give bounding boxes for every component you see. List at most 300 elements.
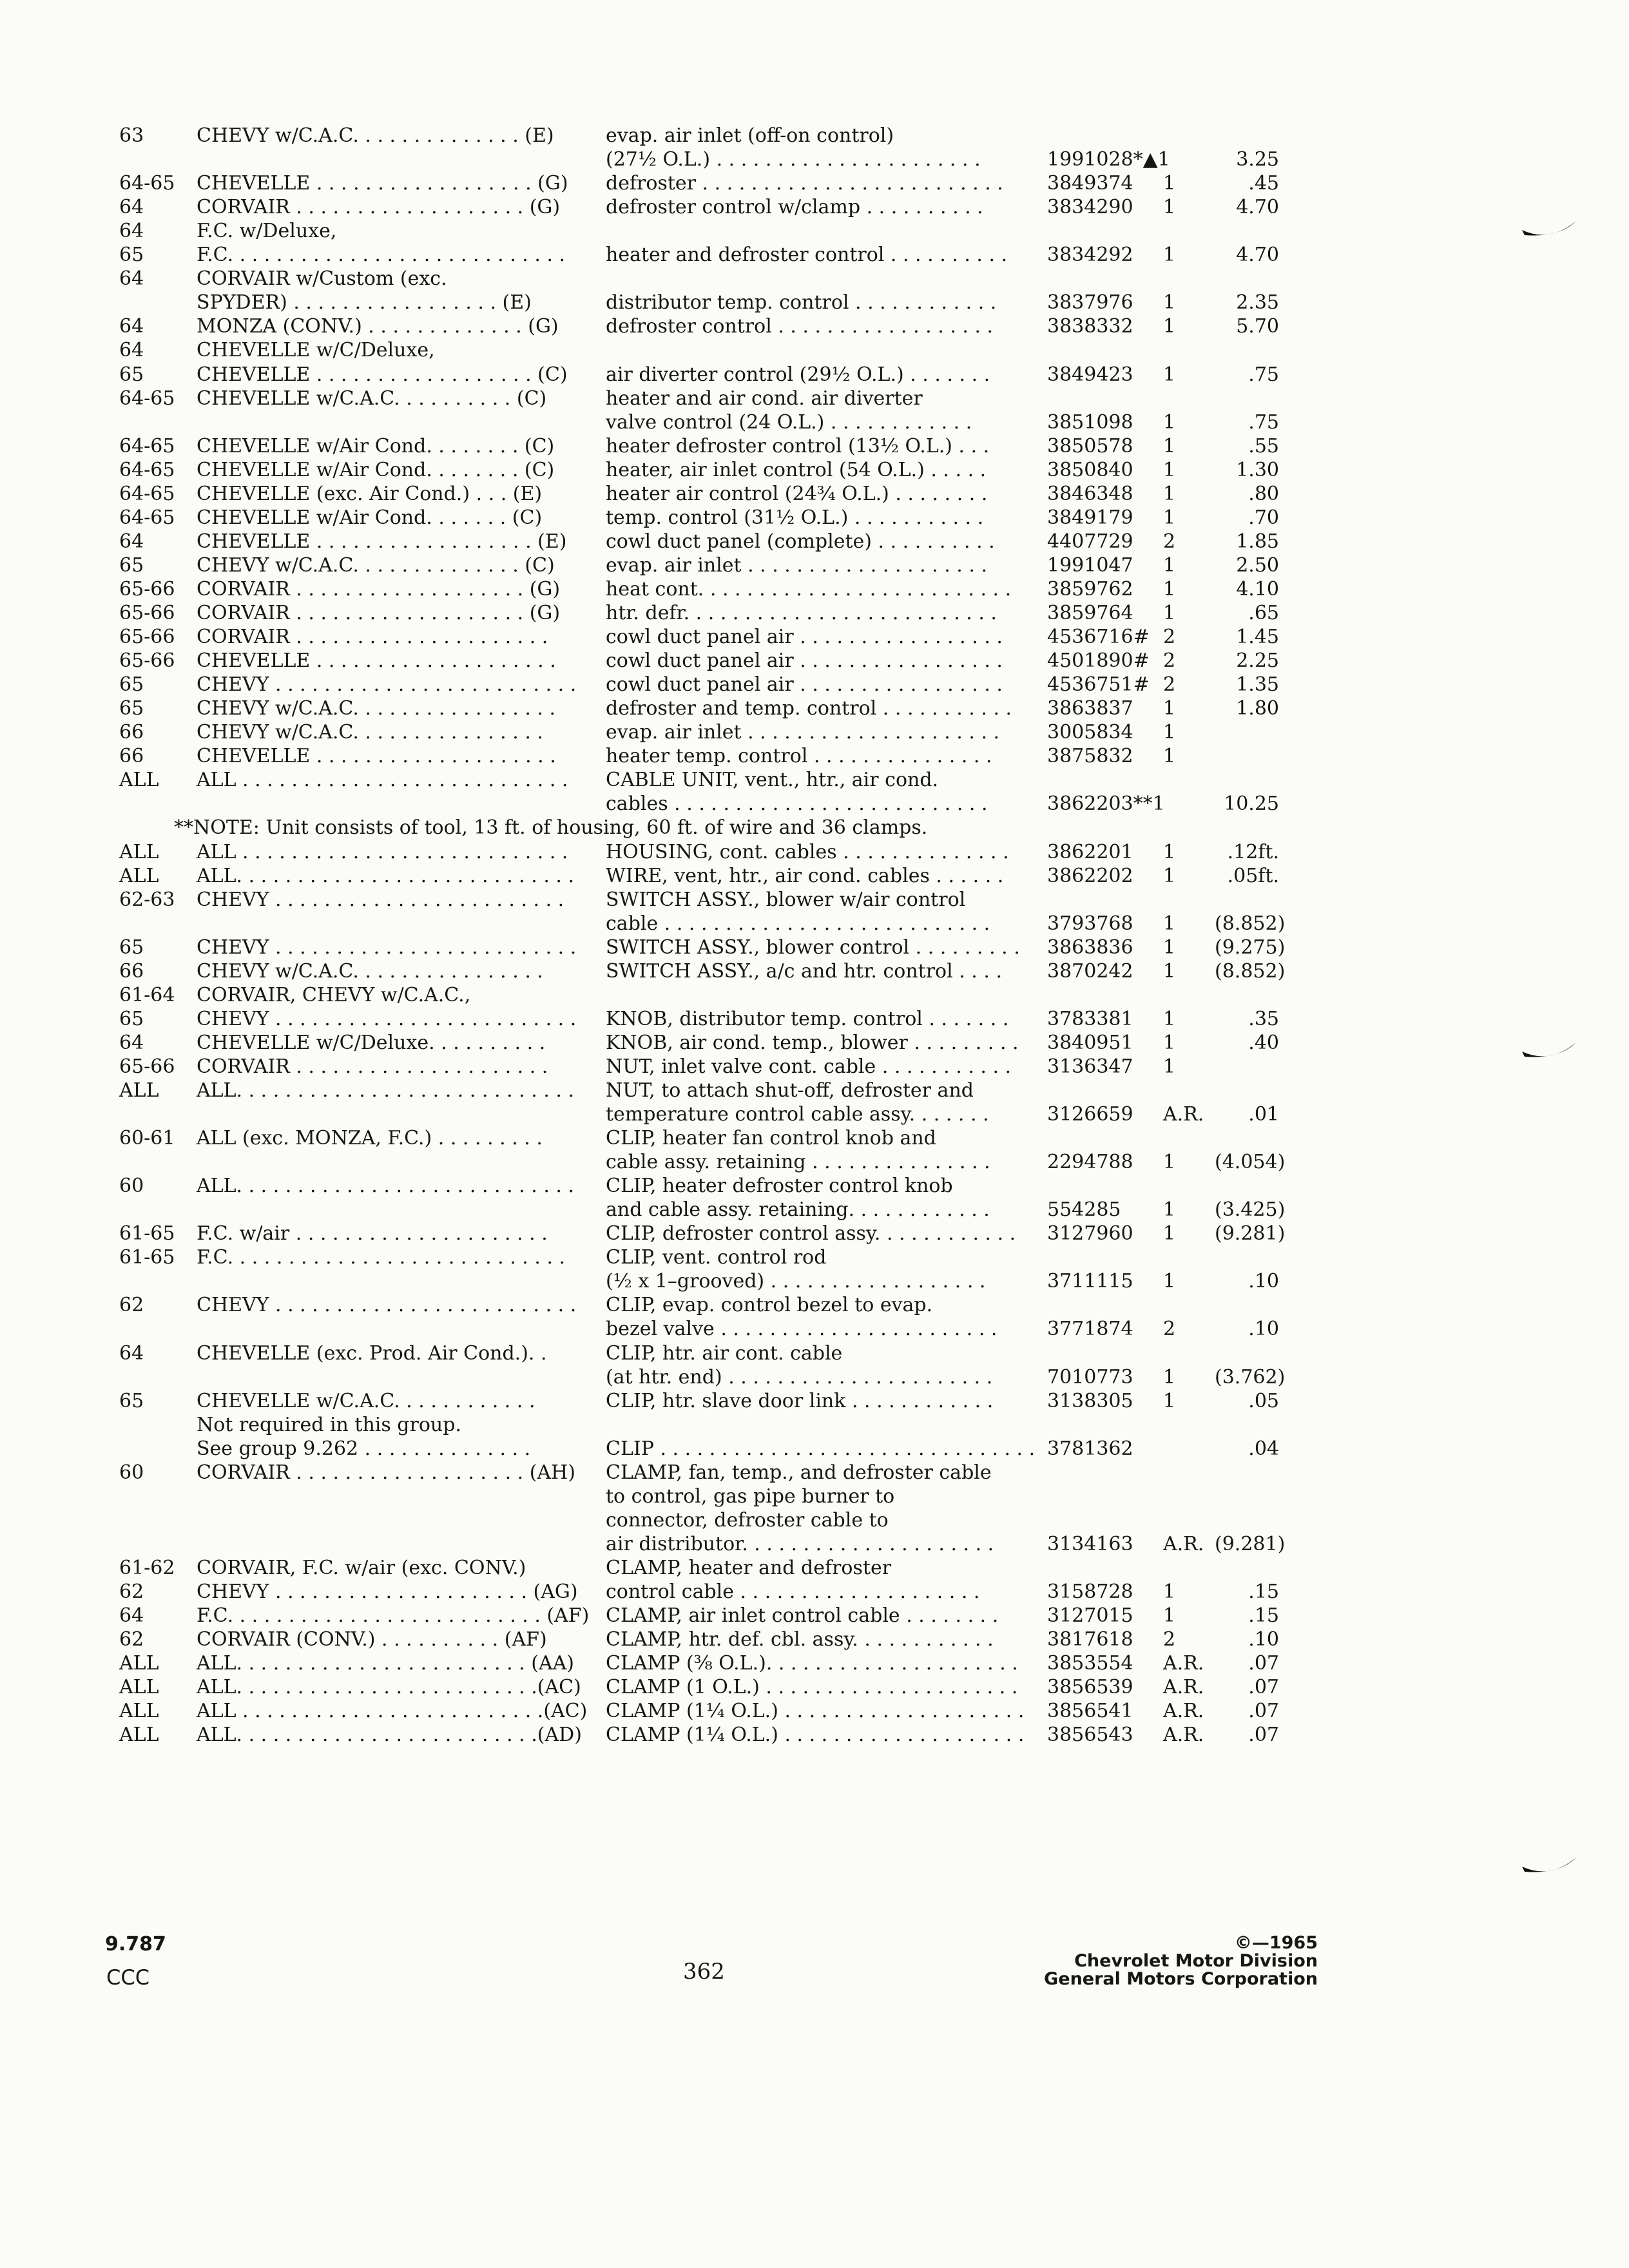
quantity-cell: 1 <box>1163 1032 1176 1054</box>
year-cell: 65 <box>119 697 144 720</box>
description-cell: heater air control (24¾ O.L.) . . . . . . . . <box>606 483 988 505</box>
description-cell: cables . . . . . . . . . . . . . . . . . . . . . . . . . . <box>606 793 988 815</box>
page-number: 362 <box>683 1959 725 1984</box>
description-cell: bezel valve . . . . . . . . . . . . . . . . . . . . . . . <box>606 1318 998 1340</box>
model-cell: CHEVELLE w/Air Cond. . . . . . . . (C) <box>197 459 555 481</box>
description-cell: CLIP, heater fan control knob and <box>606 1127 936 1149</box>
price-cell: .35 <box>1248 1008 1279 1030</box>
part-number-cell: 3136347 <box>1047 1055 1133 1078</box>
model-cell: CHEVELLE w/C/Deluxe, <box>197 339 435 361</box>
description-cell: (½ x 1–grooved) . . . . . . . . . . . . . . . . . . <box>606 1270 986 1293</box>
part-row <box>0 530 1629 554</box>
price-cell: (8.852) <box>1215 960 1286 983</box>
part-row <box>0 124 1629 148</box>
part-number-cell: 4536751# <box>1047 673 1150 696</box>
description-cell: to control, gas pipe burner to <box>606 1485 895 1508</box>
model-cell: ALL. . . . . . . . . . . . . . . . . . . . . . . . .(AD) <box>197 1724 582 1746</box>
description-cell: CLAMP, air inlet control cable . . . . . . . . <box>606 1604 999 1627</box>
model-cell: ALL. . . . . . . . . . . . . . . . . . . . . . . . . . . . <box>197 865 574 887</box>
model-cell: CHEVELLE (exc. Prod. Air Cond.). . <box>197 1342 547 1365</box>
description-cell: CLIP . . . . . . . . . . . . . . . . . . . . . . . . . . . . . . . <box>606 1437 1036 1460</box>
part-number-cell: 3850840 <box>1047 459 1133 481</box>
price-cell: (9.281) <box>1215 1222 1286 1245</box>
part-row <box>0 219 1629 244</box>
description-cell: CLAMP (1¼ O.L.) . . . . . . . . . . . . . . . . . . . . <box>606 1724 1025 1746</box>
year-cell: 64 <box>119 1342 144 1365</box>
price-cell: .75 <box>1248 411 1279 434</box>
part-number-cell: 3783381 <box>1047 1008 1133 1030</box>
description-cell: heater temp. control . . . . . . . . . . . . . . . <box>606 745 992 767</box>
year-cell: 64 <box>119 339 144 361</box>
quantity-cell: 1 <box>1163 1270 1176 1293</box>
description-cell: CLIP, htr. slave door link . . . . . . . . . . . . <box>606 1390 994 1412</box>
year-cell: 61-65 <box>119 1222 175 1245</box>
part-row <box>0 912 1629 936</box>
description-cell: htr. defr. . . . . . . . . . . . . . . . . . . . . . . . . . <box>606 602 997 624</box>
part-number-cell: 3771874 <box>1047 1318 1133 1340</box>
quantity-cell: 2 <box>1163 673 1176 696</box>
year-cell: ALL <box>119 1700 159 1722</box>
quantity-cell: 1 <box>1163 1366 1176 1389</box>
year-cell: ALL <box>119 1652 159 1675</box>
quantity-cell: 1 <box>1163 697 1176 720</box>
model-cell: ALL. . . . . . . . . . . . . . . . . . . . . . . . (AA) <box>197 1652 574 1675</box>
quantity-cell: 1 <box>1163 483 1176 505</box>
part-number-cell: 3849374 <box>1047 172 1133 195</box>
year-cell: 63 <box>119 124 144 147</box>
part-number-cell: 3127960 <box>1047 1222 1133 1245</box>
quantity-cell: 2 <box>1163 530 1176 553</box>
description-cell: CLIP, heater defroster control knob <box>606 1175 953 1197</box>
description-cell: heater and air cond. air diverter <box>606 387 923 410</box>
model-cell: CORVAIR, CHEVY w/C.A.C., <box>197 984 471 1006</box>
year-cell: 66 <box>119 721 144 744</box>
part-number-cell: 3158728 <box>1047 1581 1133 1603</box>
part-number-cell: 3817618 <box>1047 1628 1133 1651</box>
price-cell: 4.70 <box>1236 244 1279 266</box>
part-row <box>0 649 1629 673</box>
year-cell: 64 <box>119 1604 144 1627</box>
quantity-cell: 1 <box>1163 936 1176 959</box>
year-cell: 64 <box>119 267 144 290</box>
model-cell: ALL. . . . . . . . . . . . . . . . . . . . . . . . . . . . <box>197 1079 574 1102</box>
description-cell: HOUSING, cont. cables . . . . . . . . . . . . . . <box>606 841 1009 863</box>
quantity-cell: 1 <box>1163 411 1176 434</box>
description-cell: valve control (24 O.L.) . . . . . . . . . . . . <box>606 411 972 434</box>
price-cell: .40 <box>1248 1032 1279 1054</box>
part-number-cell: 3134163 <box>1047 1533 1133 1555</box>
quantity-cell: 1 <box>1163 1151 1176 1173</box>
price-cell: .07 <box>1248 1652 1279 1675</box>
price-cell: (4.054) <box>1215 1151 1286 1173</box>
model-cell: CHEVELLE . . . . . . . . . . . . . . . . . . . . <box>197 649 556 672</box>
model-cell: ALL . . . . . . . . . . . . . . . . . . . . . . . . . . . <box>197 841 568 863</box>
part-row <box>0 363 1629 387</box>
quantity-cell: 1 <box>1163 196 1176 218</box>
description-cell: temp. control (31½ O.L.) . . . . . . . . . . . <box>606 506 984 529</box>
price-cell: 1.45 <box>1236 626 1279 648</box>
price-cell: .07 <box>1248 1676 1279 1698</box>
description-cell: CLIP, vent. control rod <box>606 1246 827 1269</box>
division-line: Chevrolet Motor Division <box>1074 1951 1318 1971</box>
quantity-cell: A.R. <box>1163 1652 1204 1675</box>
model-cell: CHEVY . . . . . . . . . . . . . . . . . . . . . (AG) <box>197 1581 578 1603</box>
part-row <box>0 1293 1629 1318</box>
price-cell: 5.70 <box>1236 315 1279 338</box>
model-cell: CHEVELLE w/C.A.C. . . . . . . . . . (C) <box>197 387 547 410</box>
model-cell: CHEVELLE . . . . . . . . . . . . . . . . . . . . <box>197 745 556 767</box>
quantity-cell: 2 <box>1163 1318 1176 1340</box>
year-cell: 65 <box>119 363 144 386</box>
description-cell: CLIP, defroster control assy. . . . . . . . . . . . <box>606 1222 1016 1245</box>
quantity-cell: 1 <box>1163 578 1176 601</box>
part-row <box>0 1245 1629 1270</box>
year-cell: ALL <box>119 1724 159 1746</box>
price-cell: (9.281) <box>1215 1533 1286 1555</box>
part-row <box>0 1675 1629 1700</box>
part-number-cell: 3875832 <box>1047 745 1133 767</box>
part-number-cell: 3862202 <box>1047 865 1133 887</box>
description-cell: heater and defroster control . . . . . . . . . . <box>606 244 1008 266</box>
part-number-cell: 3834290 <box>1047 196 1133 218</box>
part-row <box>0 864 1629 889</box>
quantity-cell: A.R. <box>1163 1103 1204 1126</box>
description-cell: CLAMP, fan, temp., and defroster cable <box>606 1461 992 1484</box>
year-cell: 64 <box>119 220 144 242</box>
description-cell: NUT, to attach shut-off, defroster and <box>606 1079 974 1102</box>
price-cell: (3.762) <box>1215 1366 1286 1389</box>
part-number-cell: 3853554 <box>1047 1652 1133 1675</box>
year-cell: 64-65 <box>119 387 175 410</box>
part-row <box>0 434 1629 459</box>
year-cell: 61-62 <box>119 1557 175 1579</box>
model-cell: CORVAIR w/Custom (exc. <box>197 267 447 290</box>
part-number-cell: 3856539 <box>1047 1676 1133 1698</box>
part-number-cell: 3127015 <box>1047 1604 1133 1627</box>
model-cell: CORVAIR . . . . . . . . . . . . . . . . . . . . . <box>197 1055 548 1078</box>
price-cell: .12ft. <box>1227 841 1279 863</box>
part-number-cell: 3859764 <box>1047 602 1133 624</box>
part-row <box>0 1461 1629 1485</box>
price-cell: .45 <box>1248 172 1279 195</box>
model-cell: CHEVY . . . . . . . . . . . . . . . . . . . . . . . . . <box>197 673 577 696</box>
part-row <box>0 673 1629 697</box>
year-cell: ALL <box>119 769 159 791</box>
year-cell: 62 <box>119 1628 144 1651</box>
part-row <box>0 1389 1629 1414</box>
part-row <box>0 410 1629 435</box>
part-row <box>0 387 1629 411</box>
year-cell: 64 <box>119 1032 144 1054</box>
quantity-cell: 1 <box>1163 1222 1176 1245</box>
description-cell: evap. air inlet . . . . . . . . . . . . . . . . . . . . . <box>606 721 1000 744</box>
description-cell: evap. air inlet . . . . . . . . . . . . . . . . . . . . <box>606 554 987 577</box>
model-cell: CHEVY w/C.A.C. . . . . . . . . . . . . . . . . <box>197 697 556 720</box>
price-cell: (8.852) <box>1215 912 1286 935</box>
model-cell: Not required in this group. <box>197 1414 461 1436</box>
quantity-cell: 1 <box>1163 291 1176 314</box>
part-row <box>0 720 1629 745</box>
description-cell: defroster . . . . . . . . . . . . . . . . . . . . . . . . . <box>606 172 1003 195</box>
year-cell: 64-65 <box>119 506 175 529</box>
model-cell: ALL . . . . . . . . . . . . . . . . . . . . . . . . . . . <box>197 769 568 791</box>
year-cell: 64-65 <box>119 172 175 195</box>
model-cell: CHEVELLE . . . . . . . . . . . . . . . . . . (C) <box>197 363 568 386</box>
description-cell: NUT, inlet valve cont. cable . . . . . . . . . . . <box>606 1055 1012 1078</box>
part-row <box>0 744 1629 769</box>
part-row <box>0 506 1629 530</box>
quantity-cell: 1 <box>1163 1581 1176 1603</box>
year-cell: 62-63 <box>119 889 175 911</box>
part-number-cell: 2294788 <box>1047 1151 1133 1173</box>
part-row <box>0 1341 1629 1366</box>
year-cell: 60 <box>119 1461 144 1484</box>
part-row <box>0 1556 1629 1581</box>
year-cell: 60-61 <box>119 1127 175 1149</box>
part-number-cell: 3870242 <box>1047 960 1133 983</box>
model-cell: CORVAIR (CONV.) . . . . . . . . . . (AF) <box>197 1628 547 1651</box>
part-row <box>0 1508 1629 1533</box>
model-cell: CORVAIR, F.C. w/air (exc. CONV.) <box>197 1557 526 1579</box>
description-cell: defroster control w/clamp . . . . . . . . . . <box>606 196 983 218</box>
part-row <box>0 1628 1629 1652</box>
year-cell: 65 <box>119 1390 144 1412</box>
year-cell: 62 <box>119 1294 144 1316</box>
description-cell: defroster control . . . . . . . . . . . . . . . . . . <box>606 315 994 338</box>
part-row <box>0 1055 1629 1079</box>
quantity-cell: A.R. <box>1163 1676 1204 1698</box>
year-cell: 64-65 <box>119 483 175 505</box>
description-cell: SWITCH ASSY., a/c and htr. control . . . . <box>606 960 1002 983</box>
part-row <box>0 1723 1629 1747</box>
part-number-cell: 3850578 <box>1047 435 1133 457</box>
model-cell: F.C. . . . . . . . . . . . . . . . . . . . . . . . . . (AF) <box>197 1604 590 1627</box>
price-cell: .65 <box>1248 602 1279 624</box>
part-row <box>0 171 1629 196</box>
part-row <box>0 338 1629 363</box>
part-row <box>0 1174 1629 1198</box>
quantity-cell: A.R. <box>1163 1724 1204 1746</box>
model-cell: MONZA (CONV.) . . . . . . . . . . . . . (G) <box>197 315 559 338</box>
quantity-cell: 1 <box>1163 363 1176 386</box>
part-number-cell: 3840951 <box>1047 1032 1133 1054</box>
description-cell: CLAMP (1¼ O.L.) . . . . . . . . . . . . . . . . . . . . <box>606 1700 1025 1722</box>
year-cell: 61-65 <box>119 1246 175 1269</box>
description-cell: defroster and temp. control . . . . . . . . . . . <box>606 697 1012 720</box>
price-cell: (9.275) <box>1215 936 1286 959</box>
part-number-cell: 3849423 <box>1047 363 1133 386</box>
quantity-cell: 1 <box>1163 435 1176 457</box>
part-row <box>0 267 1629 291</box>
model-cell: ALL. . . . . . . . . . . . . . . . . . . . . . . . . . . . <box>197 1175 574 1197</box>
price-cell: 10.25 <box>1224 793 1279 815</box>
binder-mark-icon <box>1521 1037 1579 1070</box>
price-cell: 1.35 <box>1236 673 1279 696</box>
description-cell: CLAMP, heater and defroster <box>606 1557 892 1579</box>
description-cell: temperature control cable assy. . . . . . . <box>606 1103 989 1126</box>
description-cell: CLIP, evap. control bezel to evap. <box>606 1294 933 1316</box>
year-cell: ALL <box>119 1079 159 1102</box>
model-cell: F.C. w/Deluxe, <box>197 220 337 242</box>
part-number-cell: 3126659 <box>1047 1103 1133 1126</box>
model-cell: ALL . . . . . . . . . . . . . . . . . . . . . . . . .(AC) <box>197 1700 588 1722</box>
quantity-cell: A.R. <box>1163 1700 1204 1722</box>
model-cell: CHEVELLE (exc. Air Cond.) . . . (E) <box>197 483 543 505</box>
year-cell: ALL <box>119 865 159 887</box>
quantity-cell: 1 <box>1163 554 1176 577</box>
description-cell: (27½ O.L.) . . . . . . . . . . . . . . . . . . . . . . <box>606 148 981 171</box>
quantity-cell: 2 <box>1163 626 1176 648</box>
model-cell: ALL (exc. MONZA, F.C.) . . . . . . . . . <box>197 1127 543 1149</box>
part-row <box>0 1532 1629 1557</box>
description-cell: air distributor. . . . . . . . . . . . . . . . . . . . . <box>606 1533 994 1555</box>
quantity-cell: 1 <box>1163 1604 1176 1627</box>
model-cell: CHEVELLE . . . . . . . . . . . . . . . . . . (G) <box>197 172 568 195</box>
part-number-cell: 3834292 <box>1047 244 1133 266</box>
quantity-cell: 1 <box>1163 172 1176 195</box>
year-cell: 65-66 <box>119 1055 175 1078</box>
part-number-cell: 3859762 <box>1047 578 1133 601</box>
description-cell: cowl duct panel air . . . . . . . . . . . . . . . . . <box>606 649 1003 672</box>
price-cell: .80 <box>1248 483 1279 505</box>
model-cell: CORVAIR . . . . . . . . . . . . . . . . . . . (AH) <box>197 1461 575 1484</box>
description-cell: and cable assy. retaining. . . . . . . . . . . . <box>606 1198 990 1221</box>
model-cell: CHEVY w/C.A.C. . . . . . . . . . . . . . . . <box>197 960 543 983</box>
price-cell: .70 <box>1248 506 1279 529</box>
quantity-cell: 1 <box>1163 459 1176 481</box>
description-cell: SWITCH ASSY., blower control . . . . . . . . . <box>606 936 1020 959</box>
description-cell: air diverter control (29½ O.L.) . . . . . . . <box>606 363 990 386</box>
price-cell: 1.80 <box>1236 697 1279 720</box>
year-cell: 64-65 <box>119 459 175 481</box>
model-cell: F.C. w/air . . . . . . . . . . . . . . . . . . . . . <box>197 1222 548 1245</box>
part-number-cell: 3849179 <box>1047 506 1133 529</box>
year-cell: 65-66 <box>119 602 175 624</box>
quantity-cell: A.R. <box>1163 1533 1204 1555</box>
description-cell: KNOB, distributor temp. control . . . . . . . <box>606 1008 1009 1030</box>
part-row <box>0 243 1629 267</box>
part-row <box>0 601 1629 626</box>
quantity-cell: 1 <box>1163 1198 1176 1221</box>
description-cell: connector, defroster cable to <box>606 1509 889 1532</box>
part-number-cell: 3711115 <box>1047 1270 1133 1293</box>
price-cell: .15 <box>1248 1581 1279 1603</box>
part-number-cell: 3863836 <box>1047 936 1133 959</box>
model-cell: CHEVELLE w/C/Deluxe. . . . . . . . . . <box>197 1032 546 1054</box>
part-row <box>0 577 1629 602</box>
year-cell: 62 <box>119 1581 144 1603</box>
description-cell: heater defroster control (13½ O.L.) . . . <box>606 435 990 457</box>
description-cell: WIRE, vent, htr., air cond. cables . . . . . . <box>606 865 1004 887</box>
part-number-cell: 3856541 <box>1047 1700 1133 1722</box>
year-cell: 64 <box>119 315 144 338</box>
price-cell: 4.70 <box>1236 196 1279 218</box>
quantity-cell: 2 <box>1163 1628 1176 1651</box>
part-row <box>0 1604 1629 1628</box>
part-number-cell: 3781362 <box>1047 1437 1133 1460</box>
price-cell: .75 <box>1248 363 1279 386</box>
year-cell: ALL <box>119 841 159 863</box>
model-cell: CORVAIR . . . . . . . . . . . . . . . . . . . (G) <box>197 578 561 601</box>
part-row <box>0 959 1629 984</box>
quantity-cell: 1 <box>1163 865 1176 887</box>
quantity-cell: 1 <box>1163 960 1176 983</box>
part-row <box>0 1317 1629 1341</box>
section-code: CCC <box>106 1965 150 1990</box>
quantity-cell: 1 <box>1163 602 1176 624</box>
part-number-cell: 4536716# <box>1047 626 1150 648</box>
model-cell: CHEVELLE w/Air Cond. . . . . . . . (C) <box>197 435 555 457</box>
section-number: 9.787 <box>105 1933 166 1956</box>
quantity-cell: 1 <box>1163 315 1176 338</box>
quantity-cell: 1 <box>1163 1008 1176 1030</box>
description-cell: cowl duct panel air . . . . . . . . . . . . . . . . . <box>606 626 1003 648</box>
part-row <box>0 1485 1629 1509</box>
price-cell: 3.25 <box>1236 148 1279 171</box>
year-cell: ALL <box>119 1676 159 1698</box>
price-cell: .04 <box>1248 1437 1279 1460</box>
year-cell: 61-64 <box>119 984 175 1006</box>
part-number-cell: 4501890# <box>1047 649 1150 672</box>
part-number-cell: 7010773 <box>1047 1366 1133 1389</box>
price-cell: 1.85 <box>1236 530 1279 553</box>
description-cell: cable . . . . . . . . . . . . . . . . . . . . . . . . . . . <box>606 912 990 935</box>
part-row <box>0 291 1629 315</box>
model-cell: CHEVY w/C.A.C. . . . . . . . . . . . . . (E) <box>197 124 554 147</box>
part-number-cell: 3846348 <box>1047 483 1133 505</box>
part-row <box>0 792 1629 816</box>
year-cell: 64 <box>119 530 144 553</box>
model-cell: CHEVY . . . . . . . . . . . . . . . . . . . . . . . . . <box>197 1008 577 1030</box>
price-cell: 2.35 <box>1236 291 1279 314</box>
part-row <box>0 1413 1629 1437</box>
year-cell: 65-66 <box>119 649 175 672</box>
part-row <box>0 1102 1629 1127</box>
model-cell: CORVAIR . . . . . . . . . . . . . . . . . . . . . <box>197 626 548 648</box>
binder-mark-icon <box>1521 1852 1579 1885</box>
part-number-cell: 3856543 <box>1047 1724 1133 1746</box>
description-cell: KNOB, air cond. temp., blower . . . . . . . . . <box>606 1032 1019 1054</box>
quantity-cell: 1 <box>1163 721 1176 744</box>
part-number-cell: 3005834 <box>1047 721 1133 744</box>
description-cell: (at htr. end) . . . . . . . . . . . . . . . . . . . . . . <box>606 1366 993 1389</box>
quantity-cell: 2 <box>1163 649 1176 672</box>
part-row <box>0 888 1629 912</box>
price-cell: .01 <box>1248 1103 1279 1126</box>
description-cell: cowl duct panel (complete) . . . . . . . . . . <box>606 530 995 553</box>
quantity-cell: 1 <box>1163 244 1176 266</box>
part-row <box>0 553 1629 578</box>
part-row <box>0 1007 1629 1032</box>
part-number-cell: 1991047 <box>1047 554 1133 577</box>
year-cell: 65 <box>119 244 144 266</box>
part-row <box>0 1079 1629 1103</box>
model-cell: CORVAIR . . . . . . . . . . . . . . . . . . . (G) <box>197 196 561 218</box>
part-row <box>0 1651 1629 1676</box>
year-cell: 66 <box>119 745 144 767</box>
part-row <box>0 195 1629 220</box>
year-cell: 65 <box>119 554 144 577</box>
model-cell: ALL. . . . . . . . . . . . . . . . . . . . . . . . .(AC) <box>197 1676 581 1698</box>
price-cell: .05 <box>1248 1390 1279 1412</box>
description-cell: CLAMP (1 O.L.) . . . . . . . . . . . . . . . . . . . . . <box>606 1676 1018 1698</box>
model-cell: CHEVY . . . . . . . . . . . . . . . . . . . . . . . . <box>197 889 564 911</box>
description-cell: CLIP, htr. air cont. cable <box>606 1342 843 1365</box>
part-row <box>0 1198 1629 1222</box>
part-row <box>0 983 1629 1008</box>
part-row <box>0 314 1629 339</box>
year-cell: 66 <box>119 960 144 983</box>
